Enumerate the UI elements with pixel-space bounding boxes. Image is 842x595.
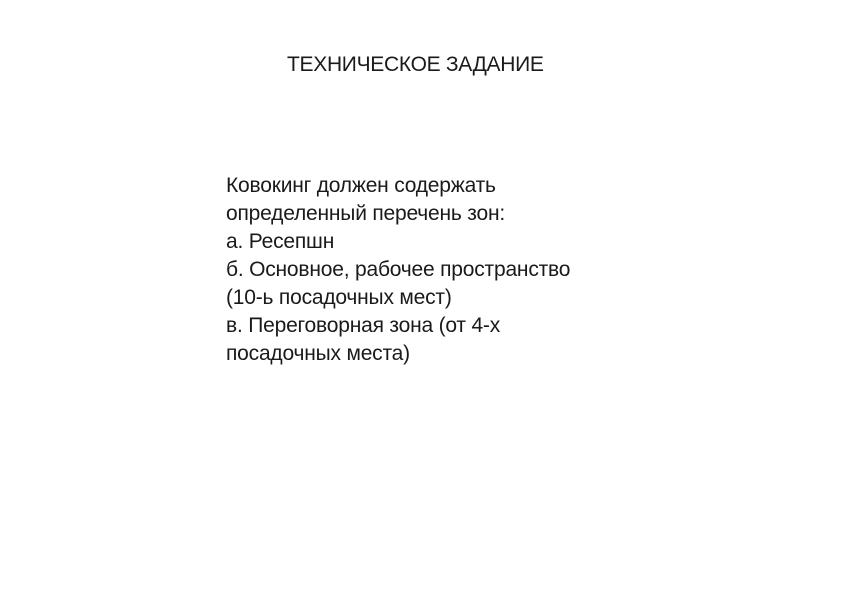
text-line: определенный перечень зон:	[226, 202, 505, 225]
list-item-workspace: б. Основное, рабочее пространство	[226, 258, 571, 281]
list-item-meeting-zone: в. Переговорная зона (от 4-х	[226, 314, 501, 337]
text-line: посадочных места)	[226, 342, 410, 365]
text-line: Ковокинг должен содержать	[226, 174, 496, 197]
requirements-text	[226, 172, 646, 368]
text-line: (10-ь посадочных мест)	[226, 286, 452, 309]
list-item-reception: а. Ресепшн	[226, 230, 335, 253]
page-title: ТЕХНИЧЕСКОЕ ЗАДАНИЕ	[287, 53, 544, 76]
